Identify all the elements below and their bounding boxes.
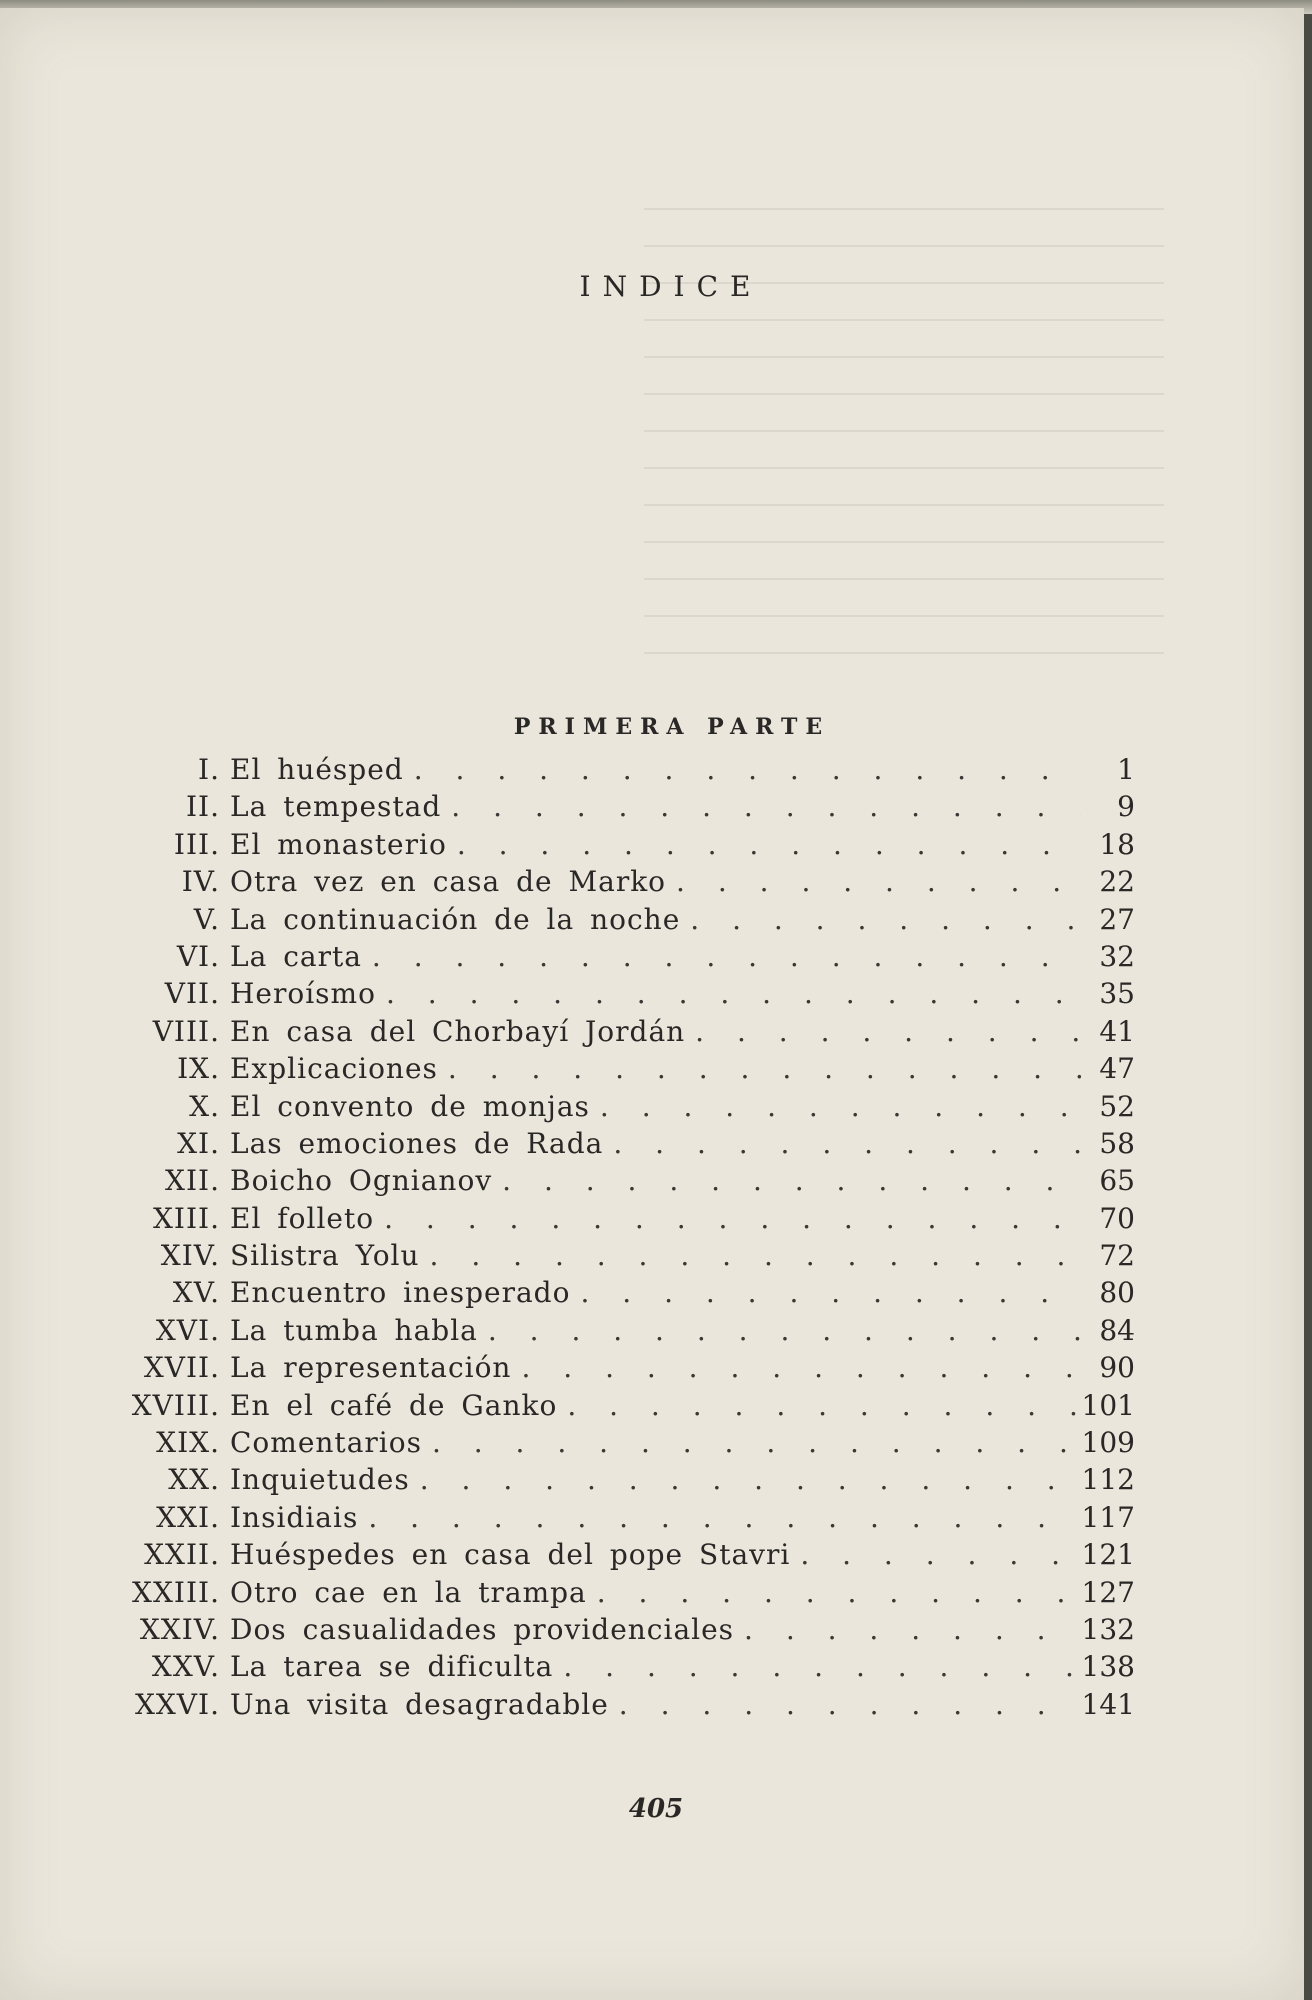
dot-leader — [800, 1538, 1081, 1571]
chapter-page: 127 — [1081, 1575, 1135, 1609]
toc-entry — [100, 1239, 1135, 1276]
dot-leader — [457, 828, 1081, 861]
chapter-number: VI. — [176, 939, 220, 973]
chapter-number: XXVI. — [134, 1687, 220, 1721]
toc-entry — [100, 903, 1135, 940]
toc-entry — [100, 1202, 1135, 1239]
book-page — [0, 8, 1304, 2000]
part-title: PRIMERA PARTE — [513, 714, 831, 740]
dot-leader — [451, 790, 1081, 823]
dot-leader — [368, 1501, 1081, 1534]
toc-entry — [100, 1613, 1135, 1650]
chapter-number: XVI. — [155, 1313, 220, 1347]
dot-leader — [563, 1650, 1081, 1683]
chapter-title: La representación — [230, 1351, 512, 1385]
toc-entry — [100, 977, 1135, 1014]
chapter-number: XXII. — [144, 1538, 220, 1572]
dot-leader — [613, 1127, 1081, 1160]
page-number: 405 — [628, 1794, 684, 1824]
chapter-page: 132 — [1081, 1612, 1135, 1646]
chapter-page: 1 — [1117, 753, 1135, 786]
chapter-page: 101 — [1081, 1388, 1135, 1422]
chapter-number: XVII. — [143, 1351, 220, 1385]
chapter-title: Silistra Yolu — [230, 1239, 420, 1273]
toc-entry — [100, 790, 1135, 827]
chapter-number: VIII. — [152, 1014, 220, 1048]
dot-leader — [600, 1090, 1081, 1123]
toc-entry — [100, 1501, 1135, 1538]
dot-leader — [430, 1239, 1081, 1272]
chapter-title: Dos casualidades providenciales — [230, 1612, 735, 1646]
toc-entry — [100, 1052, 1135, 1089]
toc-entry — [100, 828, 1135, 865]
toc-entry — [100, 1650, 1135, 1687]
chapter-number: IV. — [181, 865, 220, 899]
chapter-title: El convento de monjas — [230, 1089, 590, 1123]
chapter-title: Huéspedes en casa del pope Stavri — [230, 1538, 791, 1572]
chapter-page: 52 — [1099, 1089, 1135, 1123]
chapter-title: En el café de Ganko — [230, 1388, 558, 1422]
table-of-contents — [100, 753, 1135, 1725]
chapter-number: XII. — [165, 1164, 220, 1198]
chapter-title: Heroísmo — [230, 977, 376, 1011]
chapter-page: 112 — [1081, 1463, 1135, 1497]
toc-entry — [100, 865, 1135, 902]
chapter-title: Inquietudes — [230, 1463, 410, 1497]
dot-leader — [414, 753, 1081, 786]
chapter-page: 141 — [1081, 1687, 1135, 1721]
chapter-number: XXI. — [156, 1500, 220, 1534]
chapter-title: El monasterio — [230, 827, 447, 861]
chapter-page: 109 — [1081, 1426, 1135, 1460]
index-title: INDICE — [579, 270, 763, 303]
dot-leader — [386, 977, 1081, 1010]
toc-entry — [100, 1538, 1135, 1575]
chapter-page: 80 — [1099, 1276, 1135, 1310]
chapter-page: 138 — [1081, 1650, 1135, 1684]
toc-entry — [100, 1127, 1135, 1164]
chapter-page: 22 — [1099, 865, 1135, 899]
toc-entry — [100, 753, 1135, 790]
chapter-number: VII. — [164, 977, 220, 1011]
chapter-page: 18 — [1099, 827, 1135, 861]
chapter-number: XXIV. — [139, 1612, 220, 1646]
chapter-page: 84 — [1099, 1313, 1135, 1347]
chapter-page: 90 — [1099, 1351, 1135, 1385]
chapter-page: 72 — [1099, 1239, 1135, 1273]
chapter-title: Explicaciones — [230, 1052, 438, 1086]
chapter-title: La tarea se dificulta — [230, 1650, 554, 1684]
dot-leader — [695, 1015, 1081, 1048]
dot-leader — [432, 1426, 1081, 1459]
toc-entry — [100, 1015, 1135, 1052]
chapter-page: 47 — [1099, 1052, 1135, 1086]
toc-entry — [100, 1389, 1135, 1426]
chapter-page: 65 — [1099, 1164, 1135, 1198]
toc-entry — [100, 1164, 1135, 1201]
chapter-title: Las emociones de Rada — [230, 1126, 604, 1160]
chapter-page: 58 — [1099, 1126, 1135, 1160]
chapter-title: La carta — [230, 939, 362, 973]
dot-leader — [448, 1052, 1081, 1085]
dot-leader — [619, 1688, 1081, 1721]
dot-leader — [676, 865, 1081, 898]
dot-leader — [372, 940, 1081, 973]
chapter-title: Otra vez en casa de Marko — [230, 865, 667, 899]
toc-entry — [100, 940, 1135, 977]
chapter-number: XI. — [177, 1126, 220, 1160]
chapter-number: V. — [193, 902, 220, 936]
chapter-title: Insidiais — [230, 1500, 359, 1534]
chapter-number: XVIII. — [131, 1388, 220, 1422]
chapter-title: La tempestad — [230, 790, 442, 824]
dot-leader — [384, 1202, 1081, 1235]
dot-leader — [567, 1389, 1081, 1422]
toc-entry — [100, 1314, 1135, 1351]
toc-entry — [100, 1426, 1135, 1463]
chapter-page: 35 — [1099, 977, 1135, 1011]
chapter-number: IX. — [177, 1052, 220, 1086]
chapter-title: Encuentro inesperado — [230, 1276, 571, 1310]
toc-entry — [100, 1276, 1135, 1313]
chapter-title: Comentarios — [230, 1426, 422, 1460]
toc-entry — [100, 1463, 1135, 1500]
chapter-title: La tumba habla — [230, 1313, 478, 1347]
chapter-number: III. — [173, 827, 220, 861]
chapter-page: 117 — [1081, 1500, 1135, 1534]
chapter-number: XV. — [172, 1276, 220, 1310]
toc-entry — [100, 1688, 1135, 1725]
chapter-number: II. — [185, 790, 220, 824]
dot-leader — [690, 903, 1081, 936]
chapter-number: XIX. — [156, 1426, 220, 1460]
chapter-page: 27 — [1099, 902, 1135, 936]
dot-leader — [521, 1351, 1081, 1384]
toc-entry — [100, 1090, 1135, 1127]
dot-leader — [597, 1576, 1081, 1609]
chapter-title: Una visita desagradable — [230, 1687, 609, 1721]
chapter-title: El huésped — [230, 753, 404, 786]
chapter-page: 121 — [1081, 1538, 1135, 1572]
chapter-title: En casa del Chorbayí Jordán — [230, 1014, 686, 1048]
chapter-number: XXIII. — [132, 1575, 220, 1609]
chapter-number: XXV. — [151, 1650, 220, 1684]
dot-leader — [502, 1164, 1081, 1197]
chapter-page: 32 — [1099, 939, 1135, 973]
toc-entry — [100, 1351, 1135, 1388]
dot-leader — [420, 1463, 1081, 1496]
dot-leader — [580, 1276, 1081, 1309]
dot-leader — [488, 1314, 1081, 1347]
chapter-number: XIV. — [160, 1239, 220, 1273]
chapter-number: XX. — [168, 1463, 220, 1497]
chapter-page: 41 — [1099, 1014, 1135, 1048]
chapter-page: 9 — [1117, 790, 1135, 824]
dot-leader — [744, 1613, 1081, 1646]
chapter-title: El folleto — [230, 1201, 375, 1235]
chapter-number: I. — [198, 753, 220, 786]
chapter-title: La continuación de la noche — [230, 902, 681, 936]
chapter-number: XIII. — [152, 1201, 220, 1235]
toc-entry — [100, 1576, 1135, 1613]
chapter-page: 70 — [1099, 1201, 1135, 1235]
chapter-number: X. — [189, 1089, 220, 1123]
chapter-title: Otro cae en la trampa — [230, 1575, 587, 1609]
chapter-title: Boicho Ognianov — [230, 1164, 493, 1198]
